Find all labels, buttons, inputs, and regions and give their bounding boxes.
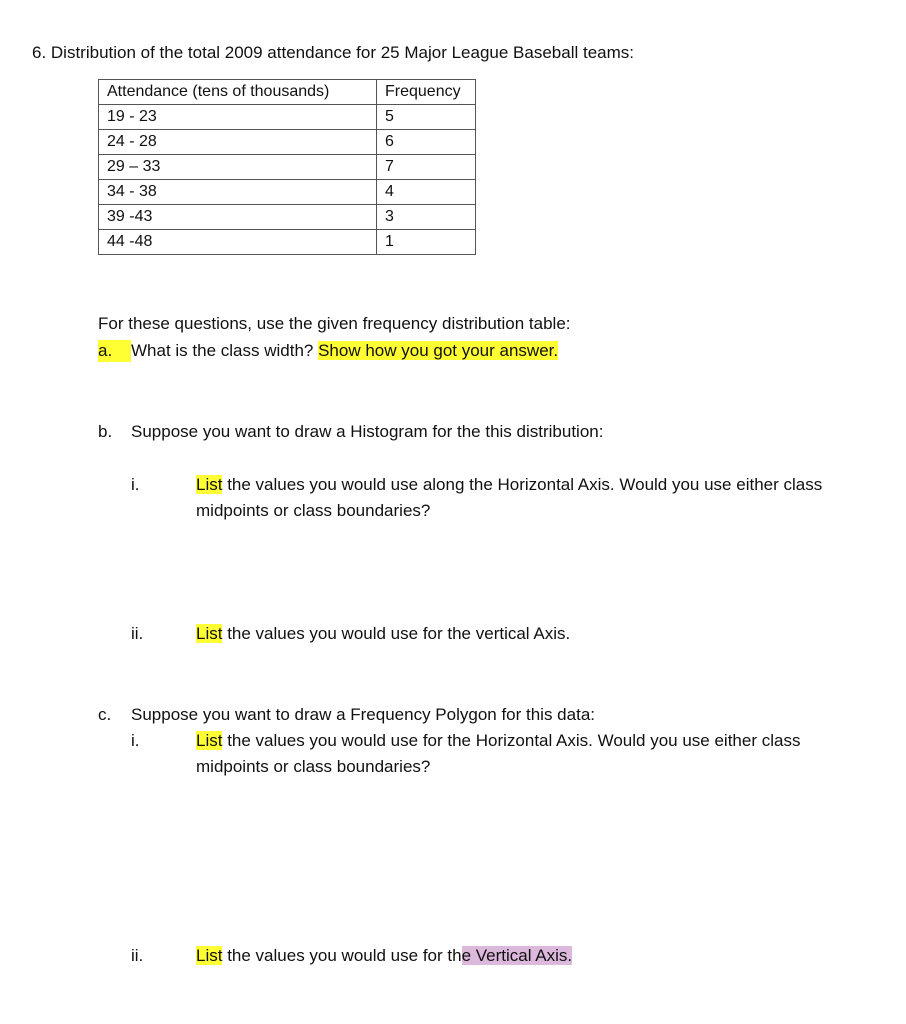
class-range-cell: 34 - 38 [99,180,377,205]
class-range-cell: 29 – 33 [99,155,377,180]
table-row [99,130,476,155]
question-c-marker: c. [98,705,112,724]
class-range-cell: 39 -43 [99,205,377,230]
list-word: List [196,731,223,750]
question-b-i-marker: i. [131,475,140,494]
question-b-text: Suppose you want to draw a Histogram for the this distribution: [131,422,604,441]
question-c-i-marker: i. [131,731,140,750]
question-c-ii-line [196,945,572,967]
class-range-cell: 44 -48 [99,230,377,255]
attendance-header: Attendance (tens of thousands) [99,80,377,105]
question-c-i-line1 [196,730,800,752]
class-range-cell: 19 - 23 [99,105,377,130]
table-header-row [99,80,476,105]
question-a [98,340,558,362]
frequency-cell: 5 [377,105,476,130]
table-row [99,205,476,230]
question-c-ii-highlight: e Vertical Axis. [461,946,573,965]
table-row [99,155,476,180]
question-b-ii-text: the values you would use for the vertical Axis. [222,624,571,643]
question-c-ii-text: the values you would use for th [222,946,462,965]
question-b-i-line1 [196,474,822,496]
list-word: List [196,475,223,494]
question-c-i-line2: midpoints or class boundaries? [196,757,431,776]
frequency-cell: 4 [377,180,476,205]
table-row [99,180,476,205]
frequency-cell: 3 [377,205,476,230]
list-word: List [196,946,223,965]
question-b-marker: b. [98,422,113,441]
frequency-table [98,79,476,255]
question-a-marker: a. [98,340,131,362]
class-range-cell: 24 - 28 [99,130,377,155]
question-c-i-text: the values you would use for the Horizontal Axis. Would you use either class [222,731,801,750]
frequency-cell: 6 [377,130,476,155]
table-row [99,105,476,130]
frequency-cell: 1 [377,230,476,255]
question-b-i-line2: midpoints or class boundaries? [196,501,431,520]
list-word: List [196,624,223,643]
frequency-cell: 7 [377,155,476,180]
question-title: 6. Distribution of the total 2009 attendance for 25 Major League Baseball teams: [32,43,634,62]
instructions-text: For these questions, use the given frequency distribution table: [98,314,571,333]
question-c-text: Suppose you want to draw a Frequency Polygon for this data: [131,705,595,724]
question-a-highlight: Show how you got your answer. [318,341,559,360]
question-b-i-text: the values you would use along the Horizontal Axis. Would you use either class [222,475,823,494]
table-row [99,230,476,255]
question-b-ii-marker: ii. [131,624,144,643]
frequency-header: Frequency [377,80,476,105]
question-c-ii-marker: ii. [131,946,144,965]
question-b-ii-line [196,623,570,645]
question-a-text: What is the class width? [131,341,319,360]
